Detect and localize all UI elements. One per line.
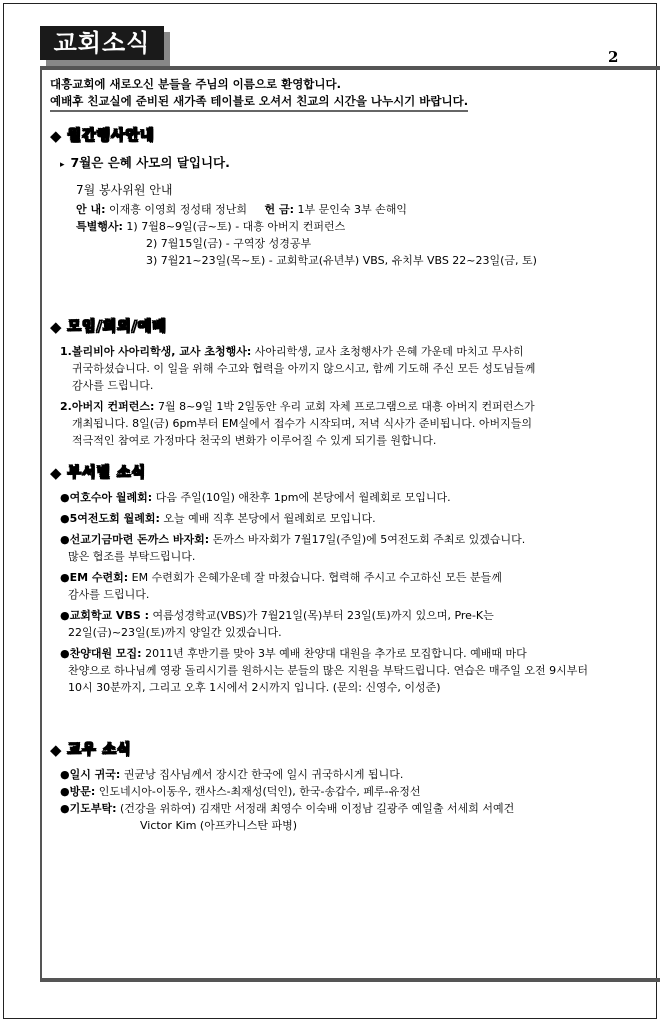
bullet-icon: ▸ bbox=[60, 160, 65, 170]
meeting-item-1: 1.볼리비아 사아리학생, 교사 초청행사: 사아리학생, 교사 초청행사가 은혜 가운데 마치고 무사히 귀국하셨습니다. 이 일을 위해 수고와 협력을 아끼지 않으시고, 함께 기도해 주신 모든 성도님들께 감사를 드립니다. bbox=[60, 345, 536, 392]
volunteer-title: 7월 봉사위원 안내 bbox=[76, 183, 173, 197]
list-item: ●방문: 인도네시아-이동우, 캔사스-최재성(덕인), 한국-송갑수, 페루-유정선 bbox=[60, 785, 421, 798]
members-block bbox=[60, 766, 654, 834]
list-item: ●선교기금마련 돈까스 바자회: 돈까스 바자회가 7월17일(주일)에 5여전도회 주최로 있겠습니다. 많은 협조를 부탁드립니다. bbox=[60, 533, 526, 563]
dept-block bbox=[60, 489, 654, 696]
top-rule bbox=[40, 66, 660, 70]
monthly-block bbox=[60, 154, 654, 269]
list-item: ●EM 수련회: EM 수련회가 은혜가운데 잘 마쳤습니다. 협력해 주시고 수고하신 모든 분들께 감사를 드립니다. bbox=[60, 571, 502, 601]
list-item: ●교회학교 VBS : 여름성경학교(VBS)가 7월21일(목)부터 23일(토)까지 있으며, Pre-K는 22일(금)~23일(토)까지 양일간 있겠습니다. bbox=[60, 609, 494, 639]
page-number: 2 bbox=[608, 48, 619, 66]
special-line-2: 2) 7월15일(금) - 구역장 성경공부 bbox=[146, 237, 312, 250]
intro-line-2: 예배후 친교실에 준비된 새가족 테이블로 오셔서 친교의 시간을 나누시기 바랍니다. bbox=[50, 93, 468, 112]
meeting-block bbox=[60, 343, 654, 449]
list-item: ●일시 귀국: 권균낭 집사님께서 장시간 한국에 일시 귀국하시게 됩니다. bbox=[60, 768, 404, 781]
guide-line: 안 내: 이재흥 이영희 정성태 정난희 헌 금: 1부 문인숙 3부 손해익 bbox=[76, 203, 407, 216]
diamond-icon: ◆ bbox=[50, 317, 62, 336]
content bbox=[50, 76, 654, 834]
list-item: ●여호수아 월례회: 다음 주일(10일) 애찬후 1pm에 본당에서 월례회로 모입니다. bbox=[60, 491, 451, 504]
list-item: ●찬양대원 모집: 2011년 후반기를 맞아 3부 예배 찬양대 대원을 추가로 모집합니다. 예배때 마다 찬양으로 하나님께 영광 돌리시기를 원하시는 분들의 많은 지원을 부탁드립니다. 연습은 매주일 오전 9시부터 10시 30분까지, 그리고 오후 1시에서 2시까지 입니다. (문의: 신영수, 이성준) bbox=[60, 647, 588, 694]
prayer-cont: Victor Kim (아프카니스탄 파병) bbox=[140, 819, 298, 832]
intro bbox=[50, 76, 654, 112]
diamond-icon: ◆ bbox=[50, 126, 62, 145]
section-monthly-heading: ◆ 월간행사안내 bbox=[50, 126, 155, 145]
diamond-icon: ◆ bbox=[50, 463, 62, 482]
page-title: 교회소식 bbox=[40, 26, 164, 60]
left-rule bbox=[40, 66, 42, 982]
list-item: ●5여전도회 월례회: 오늘 예배 직후 본당에서 월례회로 모입니다. bbox=[60, 512, 376, 525]
special-line-3: 3) 7월21~23일(목~토) - 교회학교(유년부) VBS, 유치부 VBS 22~23일(금, 토) bbox=[146, 254, 537, 267]
special-line-1: 특별행사: 1) 7월8~9일(금~토) - 대흥 아버지 컨퍼런스 bbox=[76, 220, 346, 233]
month-theme: ▸ 7월은 은혜 사모의 달입니다. bbox=[60, 155, 230, 170]
bottom-rule bbox=[40, 978, 660, 982]
diamond-icon: ◆ bbox=[50, 740, 62, 759]
list-item: ●기도부탁: (건강을 위하여) 김재만 서정래 최영수 이숙배 이정남 길광주 예일출 서세희 서예건 bbox=[60, 802, 515, 815]
intro-line-1: 대흥교회에 새로오신 분들을 주님의 이름으로 환영합니다. bbox=[50, 77, 342, 91]
section-dept-heading: ◆ 부서별 소식 bbox=[50, 463, 147, 482]
meeting-item-2: 2.아버지 컨퍼런스: 7월 8~9일 1박 2일동안 우리 교회 자체 프로그램으로 대흥 아버지 컨퍼런스가 개최됩니다. 8일(금) 6pm부터 EM실에서 접수가 시작되며, 저녁 식사가 준비됩니다. 아버지들의 적극적인 참여로 가정마다 천국의 변화가 이루어질 수 있게 되기를 원합니다. bbox=[60, 400, 535, 447]
section-meeting-heading: ◆ 모임/회의/예배 bbox=[50, 317, 167, 336]
section-members-heading: ◆ 교우 소식 bbox=[50, 740, 132, 759]
